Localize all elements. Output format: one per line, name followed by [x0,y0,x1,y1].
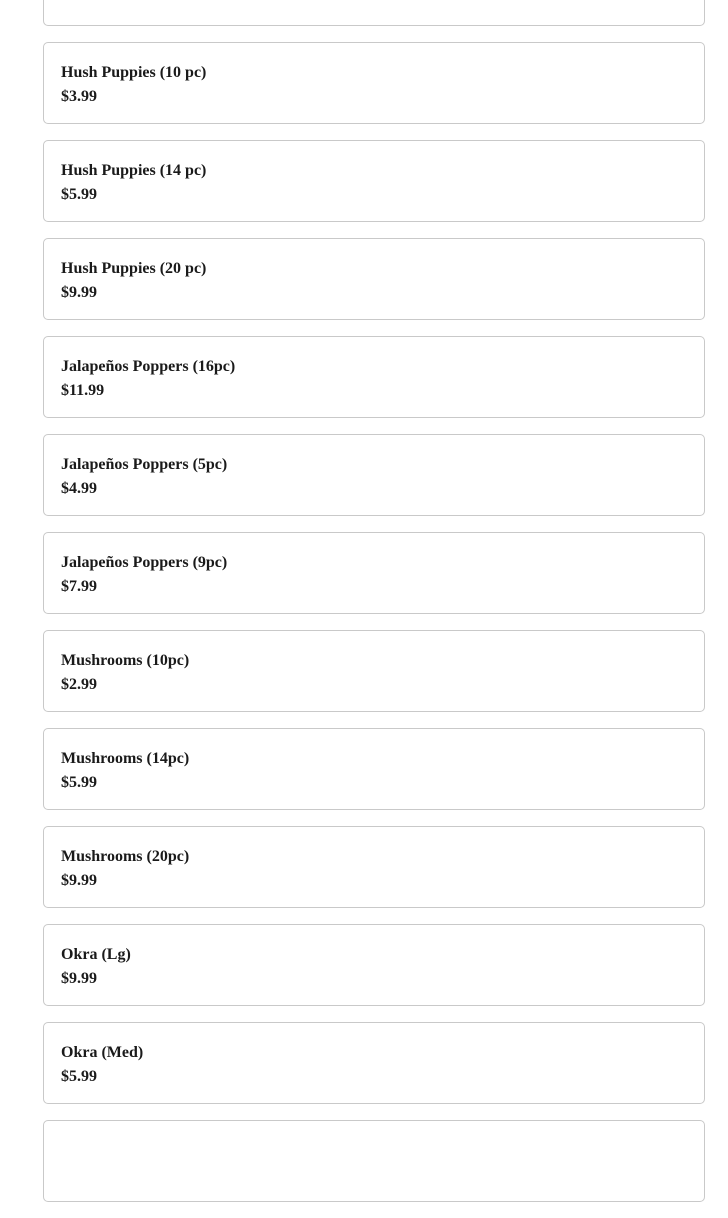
menu-item-price: $9.99 [61,872,97,889]
menu-item-card[interactable] [43,0,705,26]
menu-item-card[interactable] [43,42,705,124]
menu-item-price: $3.99 [61,88,97,105]
menu-item-card[interactable] [43,1022,705,1104]
menu-item-price: $9.99 [61,970,97,987]
menu-item-price: $4.99 [61,480,97,497]
menu-item-price: $5.99 [61,1068,97,1085]
menu-item-card[interactable] [43,826,705,908]
menu-item-name: Hush Puppies (20 pc) [61,260,207,277]
menu-item-card[interactable] [43,1120,705,1202]
menu-item-card[interactable] [43,140,705,222]
menu-item-name: Mushrooms (14pc) [61,750,190,767]
menu-item-price: $5.99 [61,774,97,791]
menu-item-name: Jalapeños Poppers (5pc) [61,456,228,473]
menu-item-list [43,0,705,1218]
menu-item-price: $7.99 [61,578,97,595]
menu-item-price: $11.99 [61,382,105,399]
menu-item-name: Okra (Lg) [61,946,131,963]
menu-item-name: Okra (Med) [61,1044,144,1061]
menu-item-price: $2.99 [61,676,97,693]
menu-item-card[interactable] [43,924,705,1006]
menu-item-price: $9.99 [61,284,97,301]
menu-item-name: Jalapeños Poppers (9pc) [61,554,228,571]
menu-item-card[interactable] [43,532,705,614]
menu-item-name: Jalapeños Poppers (16pc) [61,358,236,375]
menu-item-card[interactable] [43,630,705,712]
menu-item-price: $5.99 [61,186,97,203]
menu-item-name: Hush Puppies (10 pc) [61,64,207,81]
menu-item-card[interactable] [43,728,705,810]
menu-item-name: Mushrooms (20pc) [61,848,190,865]
menu-item-name: Hush Puppies (14 pc) [61,162,207,179]
menu-item-card[interactable] [43,238,705,320]
menu-item-card[interactable] [43,434,705,516]
menu-item-name: Mushrooms (10pc) [61,652,190,669]
menu-item-card[interactable] [43,336,705,418]
